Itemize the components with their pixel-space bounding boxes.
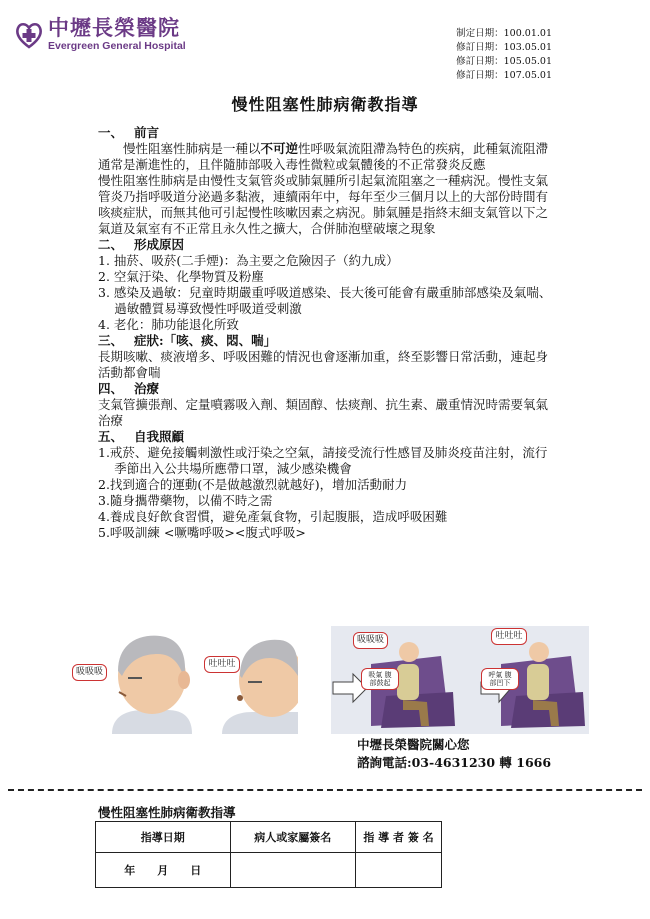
list-item: 2.找到適合的運動(不是做越激烈就越好)，增加活動耐力	[98, 477, 408, 492]
header-instructor-signature: 指 導 者 簽 名	[356, 822, 442, 853]
exhale-bubble: 吐吐吐	[491, 628, 527, 645]
belly-in-label: 呼氣 腹部凹下	[481, 668, 519, 690]
treatment-paragraph: 支氣管擴張劑、定量噴霧吸入劑、類固醇、怯痰劑、抗生素、嚴重情況時需要氧氣治療	[98, 397, 549, 428]
revision-dates	[456, 27, 552, 83]
revision-date: 修訂日期：105.05.01	[456, 56, 552, 67]
section-heading: 二、 形成原因	[98, 237, 185, 252]
hospital-cross-icon	[14, 21, 44, 49]
exhale-bubble: 吐吐吐	[204, 656, 240, 673]
diaphragmatic-breathing-illustration	[331, 626, 589, 734]
established-date: 制定日期：100.01.01	[456, 28, 552, 39]
inhale-bubble: 吸吸吸	[72, 664, 107, 681]
logo-english-name: Evergreen General Hospital	[48, 40, 186, 52]
table-row	[96, 822, 442, 853]
list-item: 1. 抽菸、吸菸(二手煙)：為主要之危險因子（約九成）	[98, 253, 399, 268]
hospital-contact	[357, 736, 551, 772]
patient-signature-field[interactable]	[230, 853, 355, 888]
care-message: 中壢長榮醫院關心您	[357, 737, 470, 752]
list-item: 3.隨身攜帶藥物，以備不時之需	[98, 493, 273, 508]
intro-paragraph: 慢性阻塞性肺病是由慢性支氣管炎或肺氣腫所引起氣流阻塞之一種病況。慢性支氣管炎乃指呼吸道分泌過多黏液，連續兩年中，每年至少三個月以上的大部份時間有咳痰症狀，而無其他可引起慢性咳嗽因素之病況。肺氣腫是指終末細支氣管以下之氣道及氣室有不正常且永久性之擴大，合併肺泡壁破壞之現象	[98, 173, 549, 236]
inhale-bubble: 吸吸吸	[353, 632, 388, 649]
table-row	[96, 853, 442, 888]
list-item: 5.呼吸訓練 <噘嘴呼吸><腹式呼吸>	[98, 525, 306, 540]
intro-paragraph: 慢性阻塞性肺病是一種以不可逆性呼吸氣流阻滯為特色的疾病，此種氣流阻滯通常是漸進性的，且伴隨肺部吸入毒性微粒或氣體後的不正常發炎反應	[98, 141, 549, 172]
cut-line-divider	[8, 789, 642, 791]
elderly-man-breathing-icon	[72, 626, 298, 734]
revision-date: 修訂日期：107.05.01	[456, 70, 552, 81]
section-heading: 五、 自我照顧	[98, 429, 185, 444]
document-body	[98, 125, 558, 541]
guidance-record-table	[95, 821, 442, 888]
belly-out-label: 吸氣 腹部鼓起	[361, 668, 399, 690]
record-title: 慢性阻塞性肺病衛教指導	[98, 805, 236, 820]
list-item: 2. 空氣汙染、化學物質及粉塵	[98, 269, 264, 284]
consultation-phone: 諮詢電話:03-4631230 轉 1666	[357, 755, 552, 770]
symptom-paragraph: 長期咳嗽、痰液增多、呼吸困難的情況也會逐漸加重，終至影響日常活動，連起身活動都會喘	[98, 349, 549, 380]
section-heading: 四、 治療	[98, 381, 160, 396]
section-heading: 三、 症狀:「咳、痰、悶、喘」	[98, 333, 277, 348]
revision-date: 修訂日期：103.05.01	[456, 42, 552, 53]
date-field[interactable]: 年 月 日	[96, 853, 231, 888]
document-title: 慢性阻塞性肺病衛教指導	[231, 95, 419, 114]
section-heading: 一、 前言	[98, 125, 160, 140]
logo-chinese-name: 中壢長榮醫院	[48, 16, 180, 40]
pursed-lip-breathing-illustration	[72, 626, 298, 734]
header-guidance-date: 指導日期	[96, 822, 231, 853]
list-item: 1.戒菸、避免接觸刺激性或汙染之空氣，請接受流行性感冒及肺炎疫苗注射，流行季節出入公共場所應帶口罩，減少感染機會	[98, 445, 548, 476]
instructor-signature-field[interactable]	[356, 853, 442, 888]
hospital-logo	[14, 18, 186, 52]
list-item: 4. 老化：肺功能退化所致	[98, 317, 239, 332]
list-item: 4.養成良好飲食習慣，避免產氣食物，引起腹脹，造成呼吸困難	[98, 509, 448, 524]
list-item: 3. 感染及過敏：兒童時期嚴重呼吸道感染、長大後可能會有嚴重肺部感染及氣喘、過敏體質易導致慢性呼吸道受刺激	[98, 285, 552, 316]
header-patient-signature: 病人或家屬簽名	[230, 822, 355, 853]
